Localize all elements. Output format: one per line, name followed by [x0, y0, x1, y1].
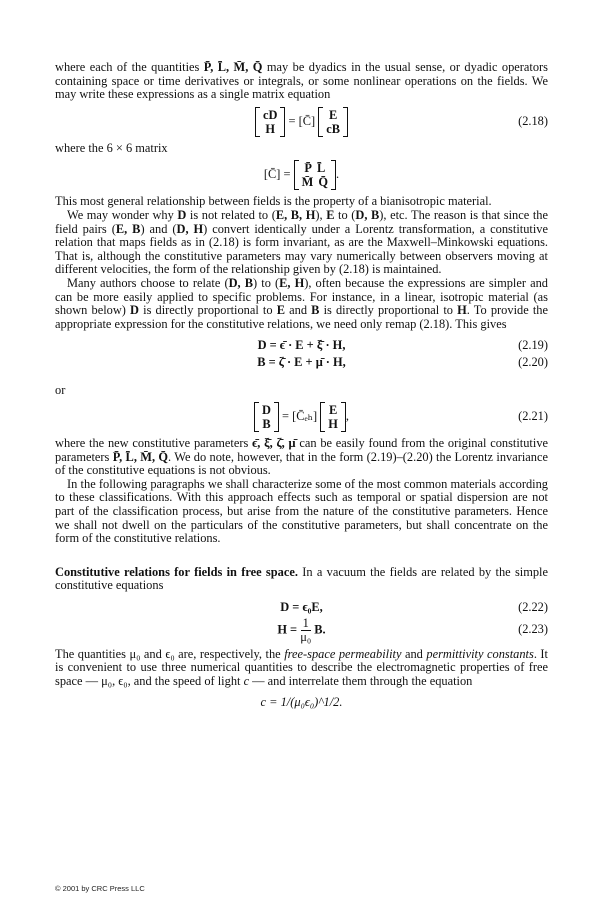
paragraph: [55, 648, 548, 689]
text-segment: P̄, L̄, M̄, Q̄: [203, 60, 263, 74]
text-segment: where the 6 × 6 matrix: [55, 140, 168, 155]
paragraph: [55, 142, 548, 156]
text-segment: or: [55, 382, 66, 397]
text-segment: In the following paragraphs we shall characterize some of the most common materials according to these classifications. With this approach effects such as temporal or spatial dispersion are not part of the classification process, but arise from the nature of the constitutive parameters. Hence we shall not dwell on the particulars of the constitutive parameters, but shall concentrate on the form of the constitutive relations.: [55, 476, 548, 546]
section-paragraph: [55, 566, 548, 593]
text-segment: free-space permeability: [284, 646, 402, 661]
text-segment: The quantities μ₀ and ϵ₀ are, respectively, the: [55, 646, 285, 661]
text-segment: Many authors choose to relate (: [67, 275, 229, 290]
text-segment: — and interrelate them through the equation: [249, 673, 473, 688]
text-segment: D: [177, 207, 187, 222]
copyright-footer: © 2001 by CRC Press LLC: [55, 884, 145, 893]
text-segment: ) to (: [253, 275, 280, 290]
text-segment: This most general relationship between fields is the property of a bianisotropic material.: [55, 194, 492, 209]
text-segment: ϵ̄, ξ̄, ζ̄, μ̄: [252, 436, 296, 451]
text-segment: may be dyadics in the usual sense, or dyadic operators containing space or time derivatives or integrals, or some nonlinear operations on the fields. We may write these expressions as a single matrix equation: [55, 60, 549, 102]
text-segment: D, B: [355, 207, 380, 222]
text-segment: In a vacuum the fields are related by the simple constitutive equations: [55, 564, 548, 593]
text-segment: D, H: [176, 221, 204, 236]
text-segment: E, B: [115, 221, 141, 236]
text-segment: ), etc. The reason is that since the field pairs (: [55, 207, 548, 236]
equation-speed-of-light: c = 1/(μ₀ϵ₀)^1/2.: [260, 695, 343, 710]
paragraph: [55, 277, 548, 331]
text-segment: ) and (: [140, 221, 177, 236]
text-segment: E, B, H: [275, 207, 316, 222]
paragraph: [55, 195, 548, 209]
paragraph: [55, 209, 548, 277]
text-segment: D: [130, 303, 139, 318]
page-body: [55, 61, 548, 718]
text-segment: is directly proportional to: [319, 303, 458, 318]
text-segment: ) convert identically under a Lorentz transformation, a constitutive relation that maps fields as in (2.18) is form invariant, as are the Maxwell–Minkowski equations. That is, although the constitutive parameters may vary numerically between observers moving at different velocities, the form of the relationship given by (2.18) is maintained.: [55, 221, 548, 277]
text-segment: can be easily found from the original constitutive parameters: [55, 436, 549, 464]
paragraph: [55, 478, 548, 546]
paragraph: [55, 61, 548, 102]
text-segment: . It is convenient to use three numerical quantities to describe the electromagnetic properties of free space — μ₀, ϵ₀, and the speed of light: [55, 646, 548, 688]
equation-matrix-c: [C̄] = P̄ L̄ M̄ Q̄ .: [263, 161, 340, 190]
text-segment: ),: [315, 207, 327, 222]
text-segment: B: [311, 303, 320, 318]
text-segment: and: [284, 303, 312, 318]
text-segment: where the new constitutive parameters: [55, 436, 253, 451]
equation-2-22: D = ϵ₀E, (2.22): [280, 600, 548, 615]
text-segment: to (: [334, 207, 356, 222]
text-segment: c: [243, 673, 250, 688]
paragraph: [55, 384, 548, 398]
equation-2-19: D = ϵ̄ · E + ξ̄ · H, (2.19): [257, 338, 548, 353]
equation-2-18: cD H = [C̄] E cB (2.18): [55, 107, 548, 137]
text-segment: is directly proportional to: [139, 303, 277, 318]
text-segment: E, H: [279, 275, 305, 290]
text-segment: H: [457, 303, 467, 318]
equation-2-21: D B = [C̄ₑₕ] E H , (2.21): [55, 402, 548, 432]
equation-2-23: H = $\frac{1}{\text{μ₀}}$ B. (2.23): [277, 615, 548, 644]
equation-2-20: B = ζ̄ · E + μ̄ · H, (2.20): [257, 354, 548, 369]
text-segment: P̄, L̄, M̄, Q̄: [112, 449, 169, 464]
text-segment: . We do note, however, that in the form (2.19)–(2.20) the Lorentz invariance of the constitutive equations is not obvious.: [55, 449, 548, 478]
equation-number: (2.18): [518, 113, 548, 128]
text-segment: permittivity constants: [426, 646, 534, 661]
text-segment: . To provide the appropriate expression for the constitutive relations, we need only remap (2.18). This gives: [55, 303, 548, 331]
text-segment: D, B: [228, 275, 254, 290]
text-segment: ), often because the expressions are simpler and can be more easily applied to specific problems. For instance, in a linear, isotropic material (as shown below): [55, 275, 548, 318]
text-segment: E: [276, 303, 285, 318]
paragraph: [55, 437, 548, 478]
text-segment: We may wonder why: [67, 207, 178, 222]
text-segment: where each of the quantities: [55, 60, 204, 74]
text-segment: and: [401, 646, 427, 661]
text-segment: Constitutive relations for fields in free space.: [55, 564, 298, 579]
text-segment: E: [326, 207, 335, 222]
text-segment: is not related to (: [186, 207, 276, 222]
